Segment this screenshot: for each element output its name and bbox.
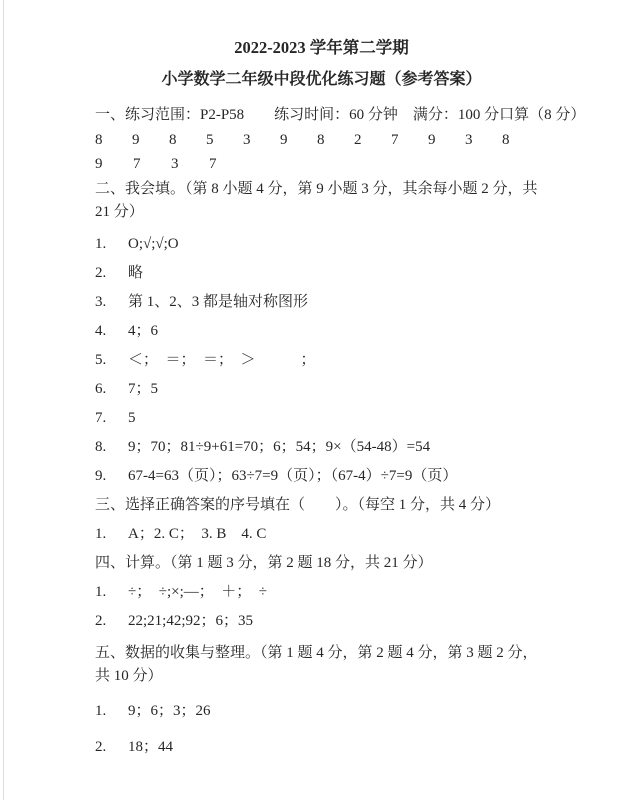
item-text: ÷； ÷;×;—； ＋； ÷ [128,584,267,600]
item-number: 1. [95,584,107,600]
item-text: O;√;√;O [128,236,179,252]
oral-calc-number: 2 [354,132,362,148]
oral-calc-number: 3 [171,156,179,172]
oral-calc-number: 7 [209,156,217,172]
oral-calc-number: 8 [95,132,103,148]
item-number: 5. [95,352,107,368]
item-text: 9；6；3；26 [128,703,211,719]
item-number: 1. [95,236,107,252]
answer-item [95,317,548,346]
item-text: 4；6 [128,323,159,339]
oral-calc-number: 7 [133,156,141,172]
answer-item [95,578,548,607]
section-1-heading: 一、练习范围：P2-P58 练习时间：60 分钟 满分：100 分口算（8 分） [95,107,586,123]
doc-subtitle: 小学数学二年级中段优化练习题（参考答案） [161,71,482,88]
oral-calc-number: 9 [280,132,288,148]
section-3-heading: 三、选择正确答案的序号填在（ ）。（每空 1 分，共 4 分） [95,497,501,513]
oral-calc-number: 8 [317,132,325,148]
item-text: 5 [128,410,136,426]
section-4-heading: 四、计算。（第 1 题 3 分，第 2 题 18 分，共 21 分） [95,555,433,571]
item-text: 略 [128,265,144,281]
oral-calc-number: 7 [391,132,399,148]
item-number: 1. [95,526,107,542]
answer-item [95,346,548,375]
oral-calc-row-2 [95,152,548,176]
oral-calc-number: 3 [465,132,473,148]
item-number: 2. [95,613,107,629]
item-number: 4. [95,323,107,339]
item-number: 8. [95,439,107,455]
answer-item [95,520,548,549]
item-number: 2. [95,265,107,281]
answer-item [95,696,548,726]
oral-calc-row-1 [95,128,548,152]
item-text: 22;21;42;92；6；35 [128,613,254,629]
answer-item [95,375,548,404]
answer-item [95,230,548,259]
oral-calc-number: 9 [132,132,140,148]
section-2-heading: 二、我会填。（第 8 小题 4 分，第 9 小题 3 分，其余每小题 2 分，共 21 分） [95,181,542,220]
answer-item [95,404,548,433]
item-number: 2. [95,739,107,755]
oral-calc-number: 3 [243,132,251,148]
item-number: 3. [95,294,107,310]
answer-item [95,732,548,762]
item-text: 第 1、2、3 都是轴对称图形 [128,294,309,310]
answer-item [95,433,548,462]
oral-calc-number: 8 [169,132,177,148]
oral-calc-number: 8 [502,132,510,148]
item-number: 6. [95,381,107,397]
item-number: 7. [95,410,107,426]
item-text: 7；5 [128,381,159,397]
answer-item [95,607,548,636]
oral-calc-number: 5 [206,132,214,148]
item-text: 18；44 [128,739,174,755]
item-number: 1. [95,703,107,719]
oral-calc-number: 9 [428,132,436,148]
answer-item [95,462,548,491]
item-number: 9. [95,468,107,484]
item-text: 9；70；81÷9+61=70；6；54；9×（54-48）=54 [128,439,431,455]
doc-title: 2022-2023 学年第二学期 [234,38,409,57]
item-text: ＜； ＝； ＝； ＞ ； [128,352,316,368]
answer-item [95,288,548,317]
item-text: 67-4=63（页）；63÷7=9（页）；（67-4）÷7=9（页） [128,468,458,484]
answer-item [95,259,548,288]
section-5-heading: 五、数据的收集与整理。（第 1 题 4 分，第 2 题 4 分，第 3 题 2 分，共 10 分） [95,645,538,684]
page-left-edge [3,0,4,800]
oral-calc-number: 9 [95,156,103,172]
item-text: A；2. C； 3. B 4. C [128,526,267,542]
